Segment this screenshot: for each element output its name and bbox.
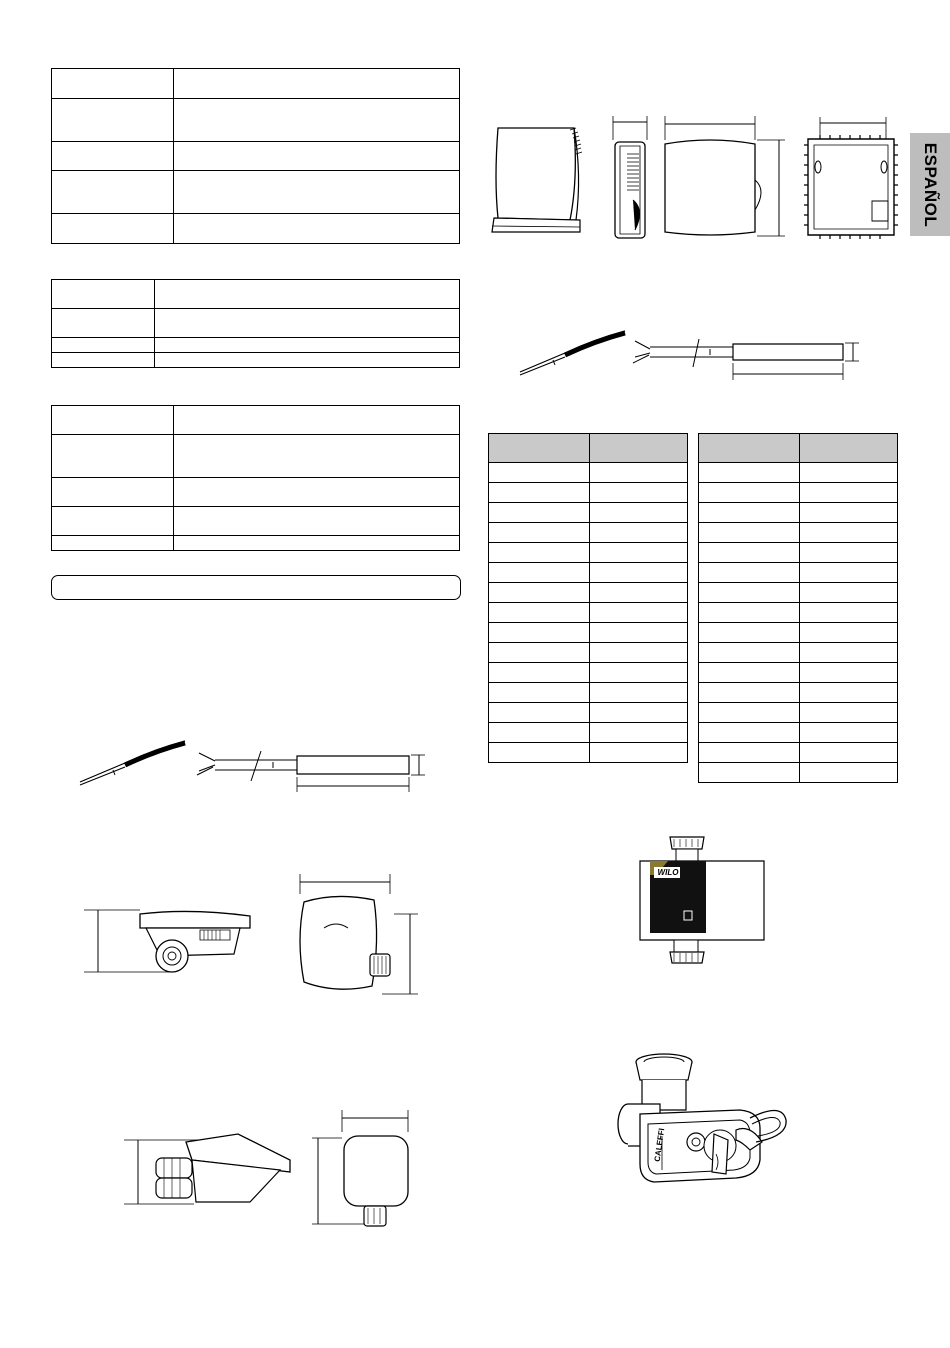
- circulation-pump-drawing: [638, 835, 768, 965]
- language-tab-label: ESPAÑOL: [921, 142, 940, 228]
- pump-brand-label: WILO: [657, 868, 679, 877]
- resistance-table-left: [488, 433, 688, 763]
- immersion-sensor-drawing-left: [75, 735, 425, 795]
- contact-sensor-front-drawing: [310, 1108, 420, 1238]
- spec-table-3: [51, 405, 460, 551]
- room-sensor-back-drawing: [800, 115, 900, 245]
- contact-sensor-side-drawing: [120, 1130, 300, 1210]
- immersion-sensor-drawing: [515, 325, 865, 385]
- note-box: [51, 575, 461, 600]
- zone-valve-drawing: [600, 1050, 800, 1185]
- room-sensor-front-drawing: [655, 110, 790, 245]
- spec-table-2: [51, 279, 460, 368]
- outdoor-sensor-side-drawing: [80, 900, 260, 980]
- room-sensor-perspective-drawing: [490, 120, 590, 240]
- resistance-table-right: [698, 433, 898, 783]
- spec-table-1: [51, 68, 460, 244]
- valve-brand-label: CALEFFI: [652, 1127, 667, 1163]
- outdoor-sensor-front-drawing: [290, 870, 425, 1000]
